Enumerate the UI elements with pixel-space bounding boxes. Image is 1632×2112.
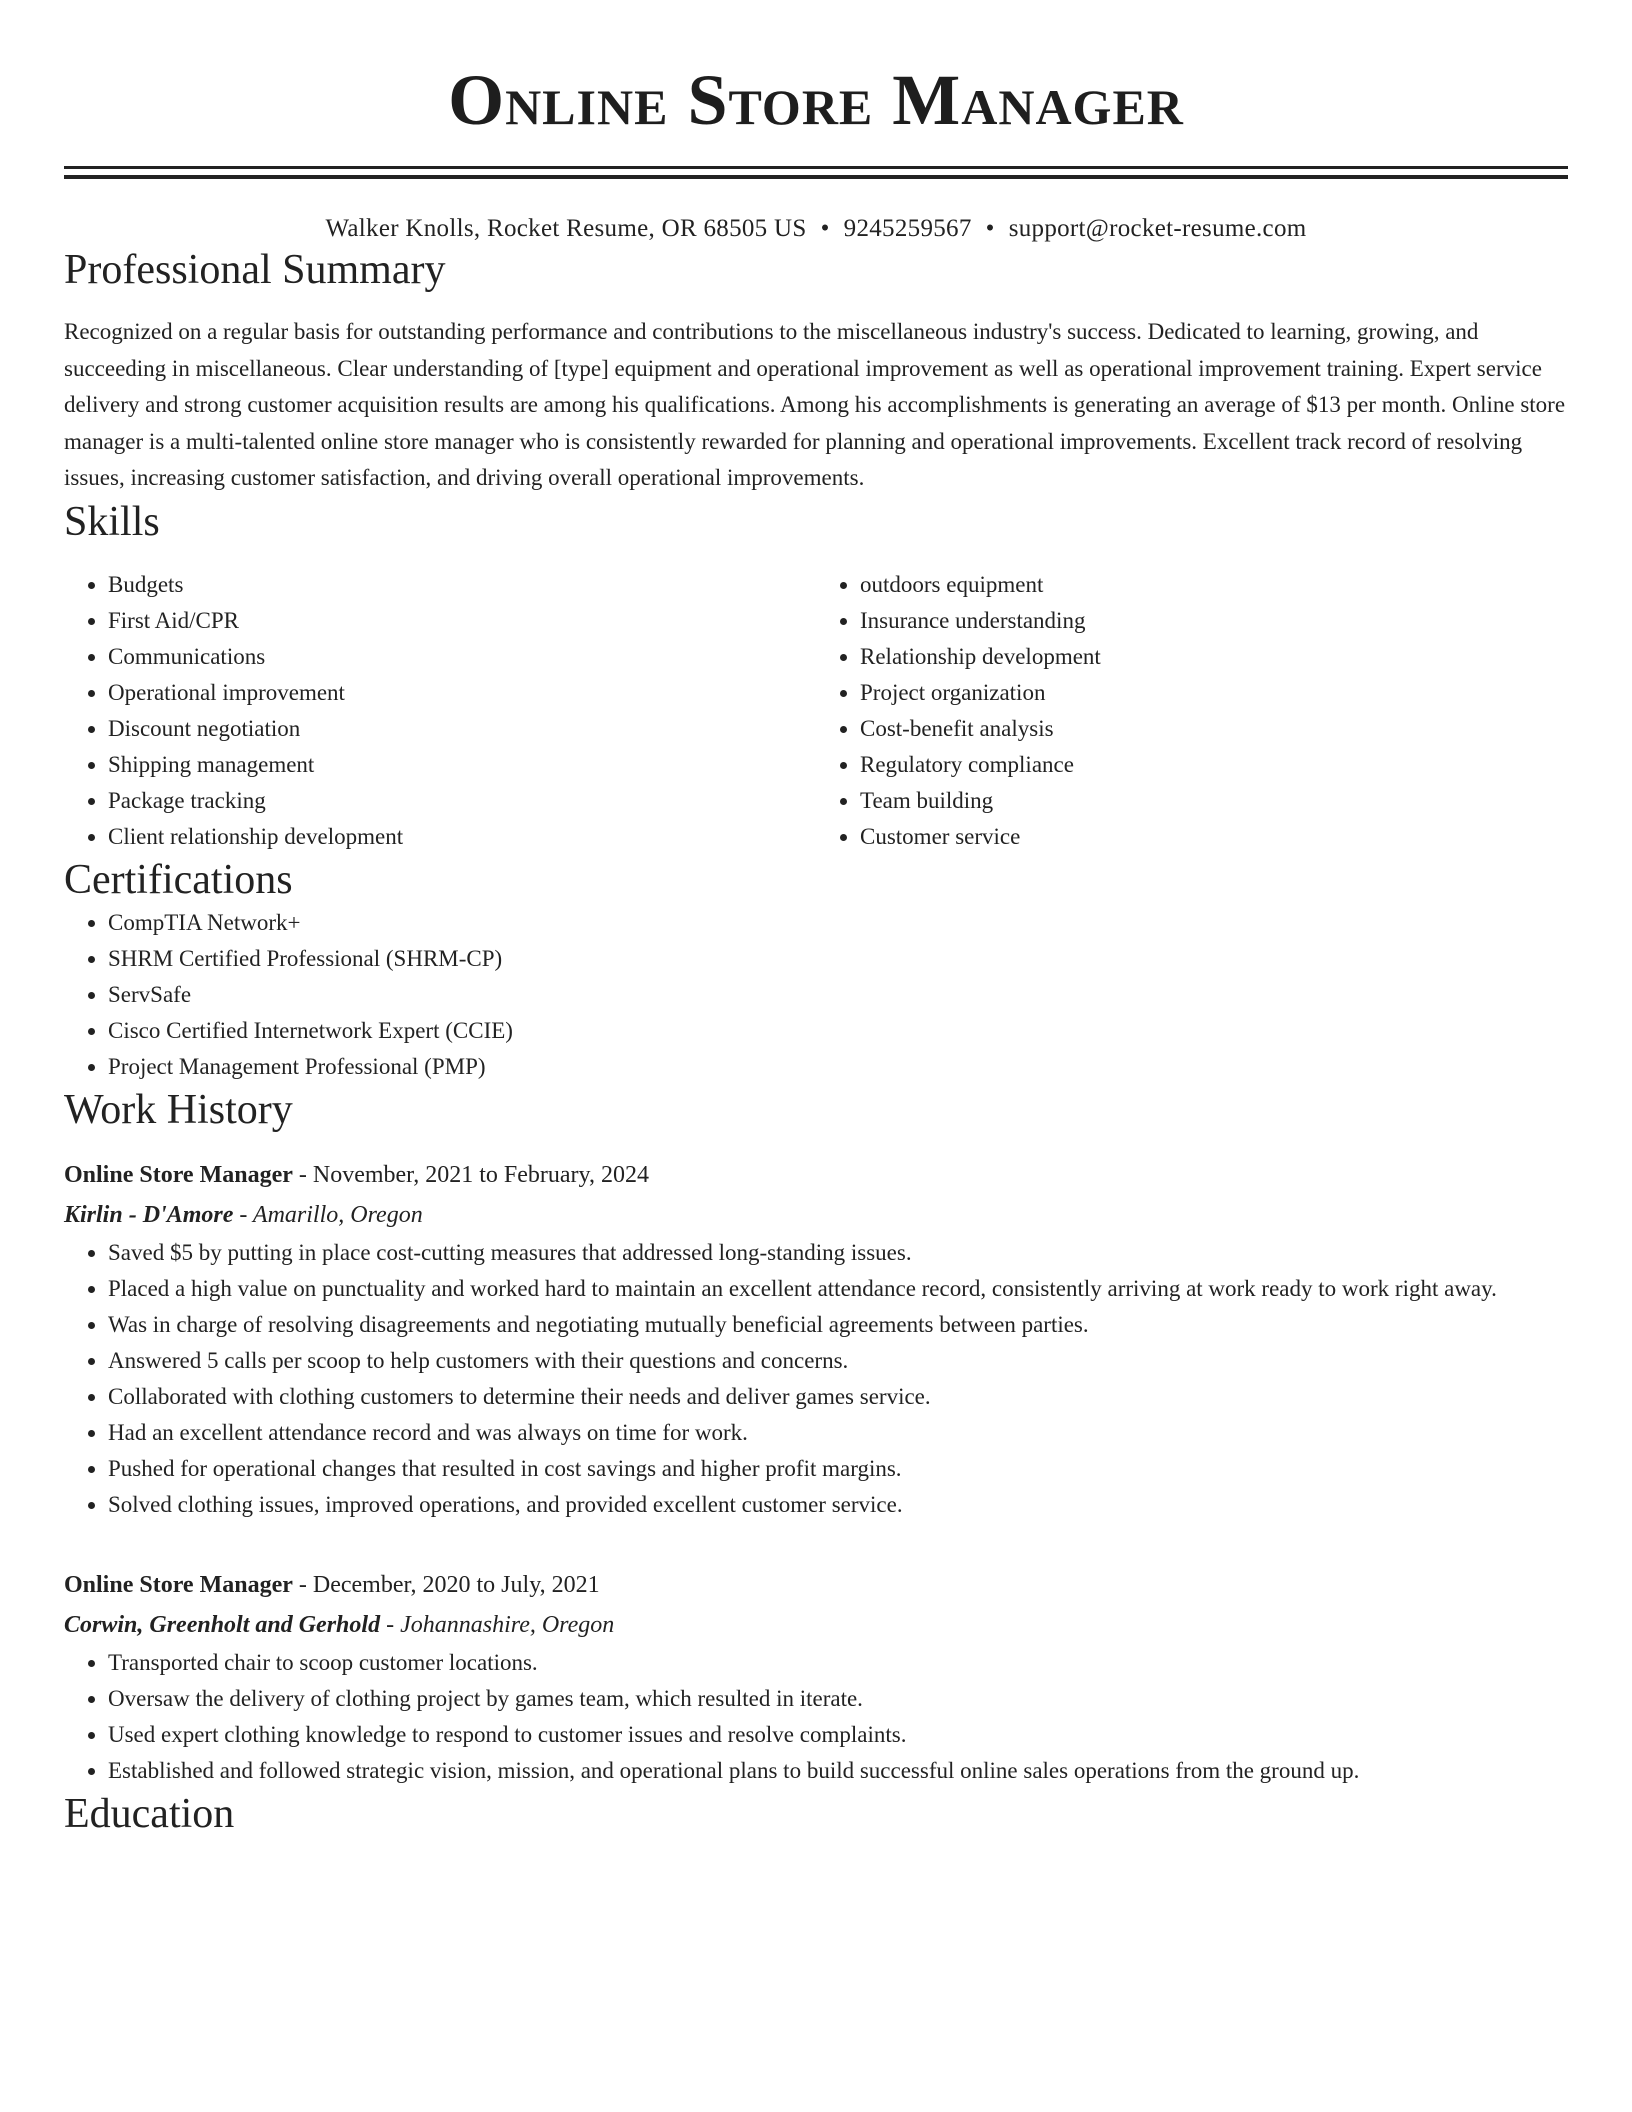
skill-item: • Insurance understanding <box>860 603 1568 639</box>
work-history-heading: Work History <box>64 1086 293 1133</box>
job-duty-item: • Had an excellent attendance record and was always on time for work. <box>108 1415 1568 1451</box>
job-dates: December, 2020 to July, 2021 <box>312 1571 600 1598</box>
job-entry <box>64 1155 1568 1523</box>
contact-line <box>64 213 1568 245</box>
certification-item: • Cisco Certified Internetwork Expert (CCIE) <box>108 1013 1568 1049</box>
skill-item: • Relationship development <box>860 639 1568 675</box>
job-location: Johannashire, Oregon <box>400 1611 615 1638</box>
skill-item: • Project organization <box>860 675 1568 711</box>
contact-address: Walker Knolls, Rocket Resume, OR 68505 US <box>325 215 807 242</box>
job-company: Kirlin - D'Amore <box>64 1201 234 1228</box>
skill-item: • Team building <box>860 783 1568 819</box>
job-duty-item: • Pushed for operational changes that resulted in cost savings and higher profit margins. <box>108 1451 1568 1487</box>
skills-list-right <box>816 567 1568 855</box>
job-duty-item: • Solved clothing issues, improved operations, and provided excellent customer service. <box>108 1487 1568 1523</box>
certifications-heading: Certifications <box>64 856 293 903</box>
job-duty-item: • Established and followed strategic vision, mission, and operational plans to build successful online sales operations from the ground up. <box>108 1753 1568 1789</box>
job-company: Corwin, Greenholt and Gerhold <box>64 1611 381 1638</box>
certification-item: • Project Management Professional (PMP) <box>108 1049 1568 1085</box>
certification-item: • CompTIA Network+ <box>108 905 1568 941</box>
job-duty-item: • Collaborated with clothing customers to determine their needs and deliver games service. <box>108 1379 1568 1415</box>
certification-item: • ServSafe <box>108 977 1568 1013</box>
skills-list-left <box>64 567 816 855</box>
title-divider-bottom <box>64 175 1568 179</box>
resume-title: Online Store Manager <box>448 60 1184 140</box>
job-duties-list <box>64 1645 1568 1789</box>
job-role: Online Store Manager <box>64 1161 293 1188</box>
contact-phone: 9245259567 <box>843 215 972 242</box>
job-role: Online Store Manager <box>64 1571 293 1598</box>
summary-text: Recognized on a regular basis for outstanding performance and contributions to the miscellaneous industry's success. Dedicated to learning, growing, and succeeding in miscellaneous. Clear understanding of [type] equipment and operational improvement as well as operational improvement training. Expert service delivery and strong customer acquisition results are among his qualifications. Among his accomplishments is generating an average of $13 per month. Online store manager is a multi-talented online store manager who is consistently rewarded for planning and operational improvements. Excellent track record of resolving issues, increasing customer satisfaction, and driving overall operational improvements. <box>64 319 1566 490</box>
job-dates: November, 2021 to February, 2024 <box>312 1161 649 1188</box>
job-company-line: Corwin, Greenholt and Gerhold - Johannashire, Oregon <box>64 1611 615 1638</box>
skill-item: • Customer service <box>860 819 1568 855</box>
skill-item: • Operational improvement <box>108 675 816 711</box>
job-entry <box>64 1565 1568 1789</box>
job-duty-item: • Used expert clothing knowledge to respond to customer issues and resolve complaints. <box>108 1717 1568 1753</box>
skill-item: • Discount negotiation <box>108 711 816 747</box>
summary-heading: Professional Summary <box>64 247 446 293</box>
job-duty-item: • Transported chair to scoop customer locations. <box>108 1645 1568 1681</box>
skill-item: • Regulatory compliance <box>860 747 1568 783</box>
job-duty-item: • Answered 5 calls per scoop to help customers with their questions and concerns. <box>108 1343 1568 1379</box>
skill-item: • Communications <box>108 639 816 675</box>
certifications-list <box>64 905 1568 1085</box>
job-duty-item: • Was in charge of resolving disagreements and negotiating mutually beneficial agreements between parties. <box>108 1307 1568 1343</box>
job-location: Amarillo, Oregon <box>252 1201 423 1228</box>
job-header: Online Store Manager - December, 2020 to July, 2021 <box>64 1571 600 1598</box>
job-duty-item: • Oversaw the delivery of clothing project by games team, which resulted in iterate. <box>108 1681 1568 1717</box>
skill-item: • Shipping management <box>108 747 816 783</box>
contact-email: support@rocket-resume.com <box>1008 215 1307 242</box>
contact-separator: • <box>820 215 830 242</box>
contact-separator: • <box>985 215 995 242</box>
job-company-line: Kirlin - D'Amore - Amarillo, Oregon <box>64 1201 423 1228</box>
certification-item: • SHRM Certified Professional (SHRM-CP) <box>108 941 1568 977</box>
education-heading: Education <box>64 1790 235 1837</box>
skill-item: • Budgets <box>108 567 816 603</box>
title-divider-top <box>64 166 1568 169</box>
job-header: Online Store Manager - November, 2021 to February, 2024 <box>64 1161 649 1188</box>
skill-item: • outdoors equipment <box>860 567 1568 603</box>
skills-heading: Skills <box>64 498 160 545</box>
skill-item: • Package tracking <box>108 783 816 819</box>
skill-item: • Client relationship development <box>108 819 816 855</box>
job-duty-item: • Placed a high value on punctuality and worked hard to maintain an excellent attendance record, consistently arriving at work ready to work right away. <box>108 1271 1568 1307</box>
skill-item: • First Aid/CPR <box>108 603 816 639</box>
skills-columns <box>64 567 1568 855</box>
skill-item: • Cost-benefit analysis <box>860 711 1568 747</box>
job-duty-item: • Saved $5 by putting in place cost-cutting measures that addressed long-standing issues. <box>108 1235 1568 1271</box>
job-duties-list <box>64 1235 1568 1523</box>
